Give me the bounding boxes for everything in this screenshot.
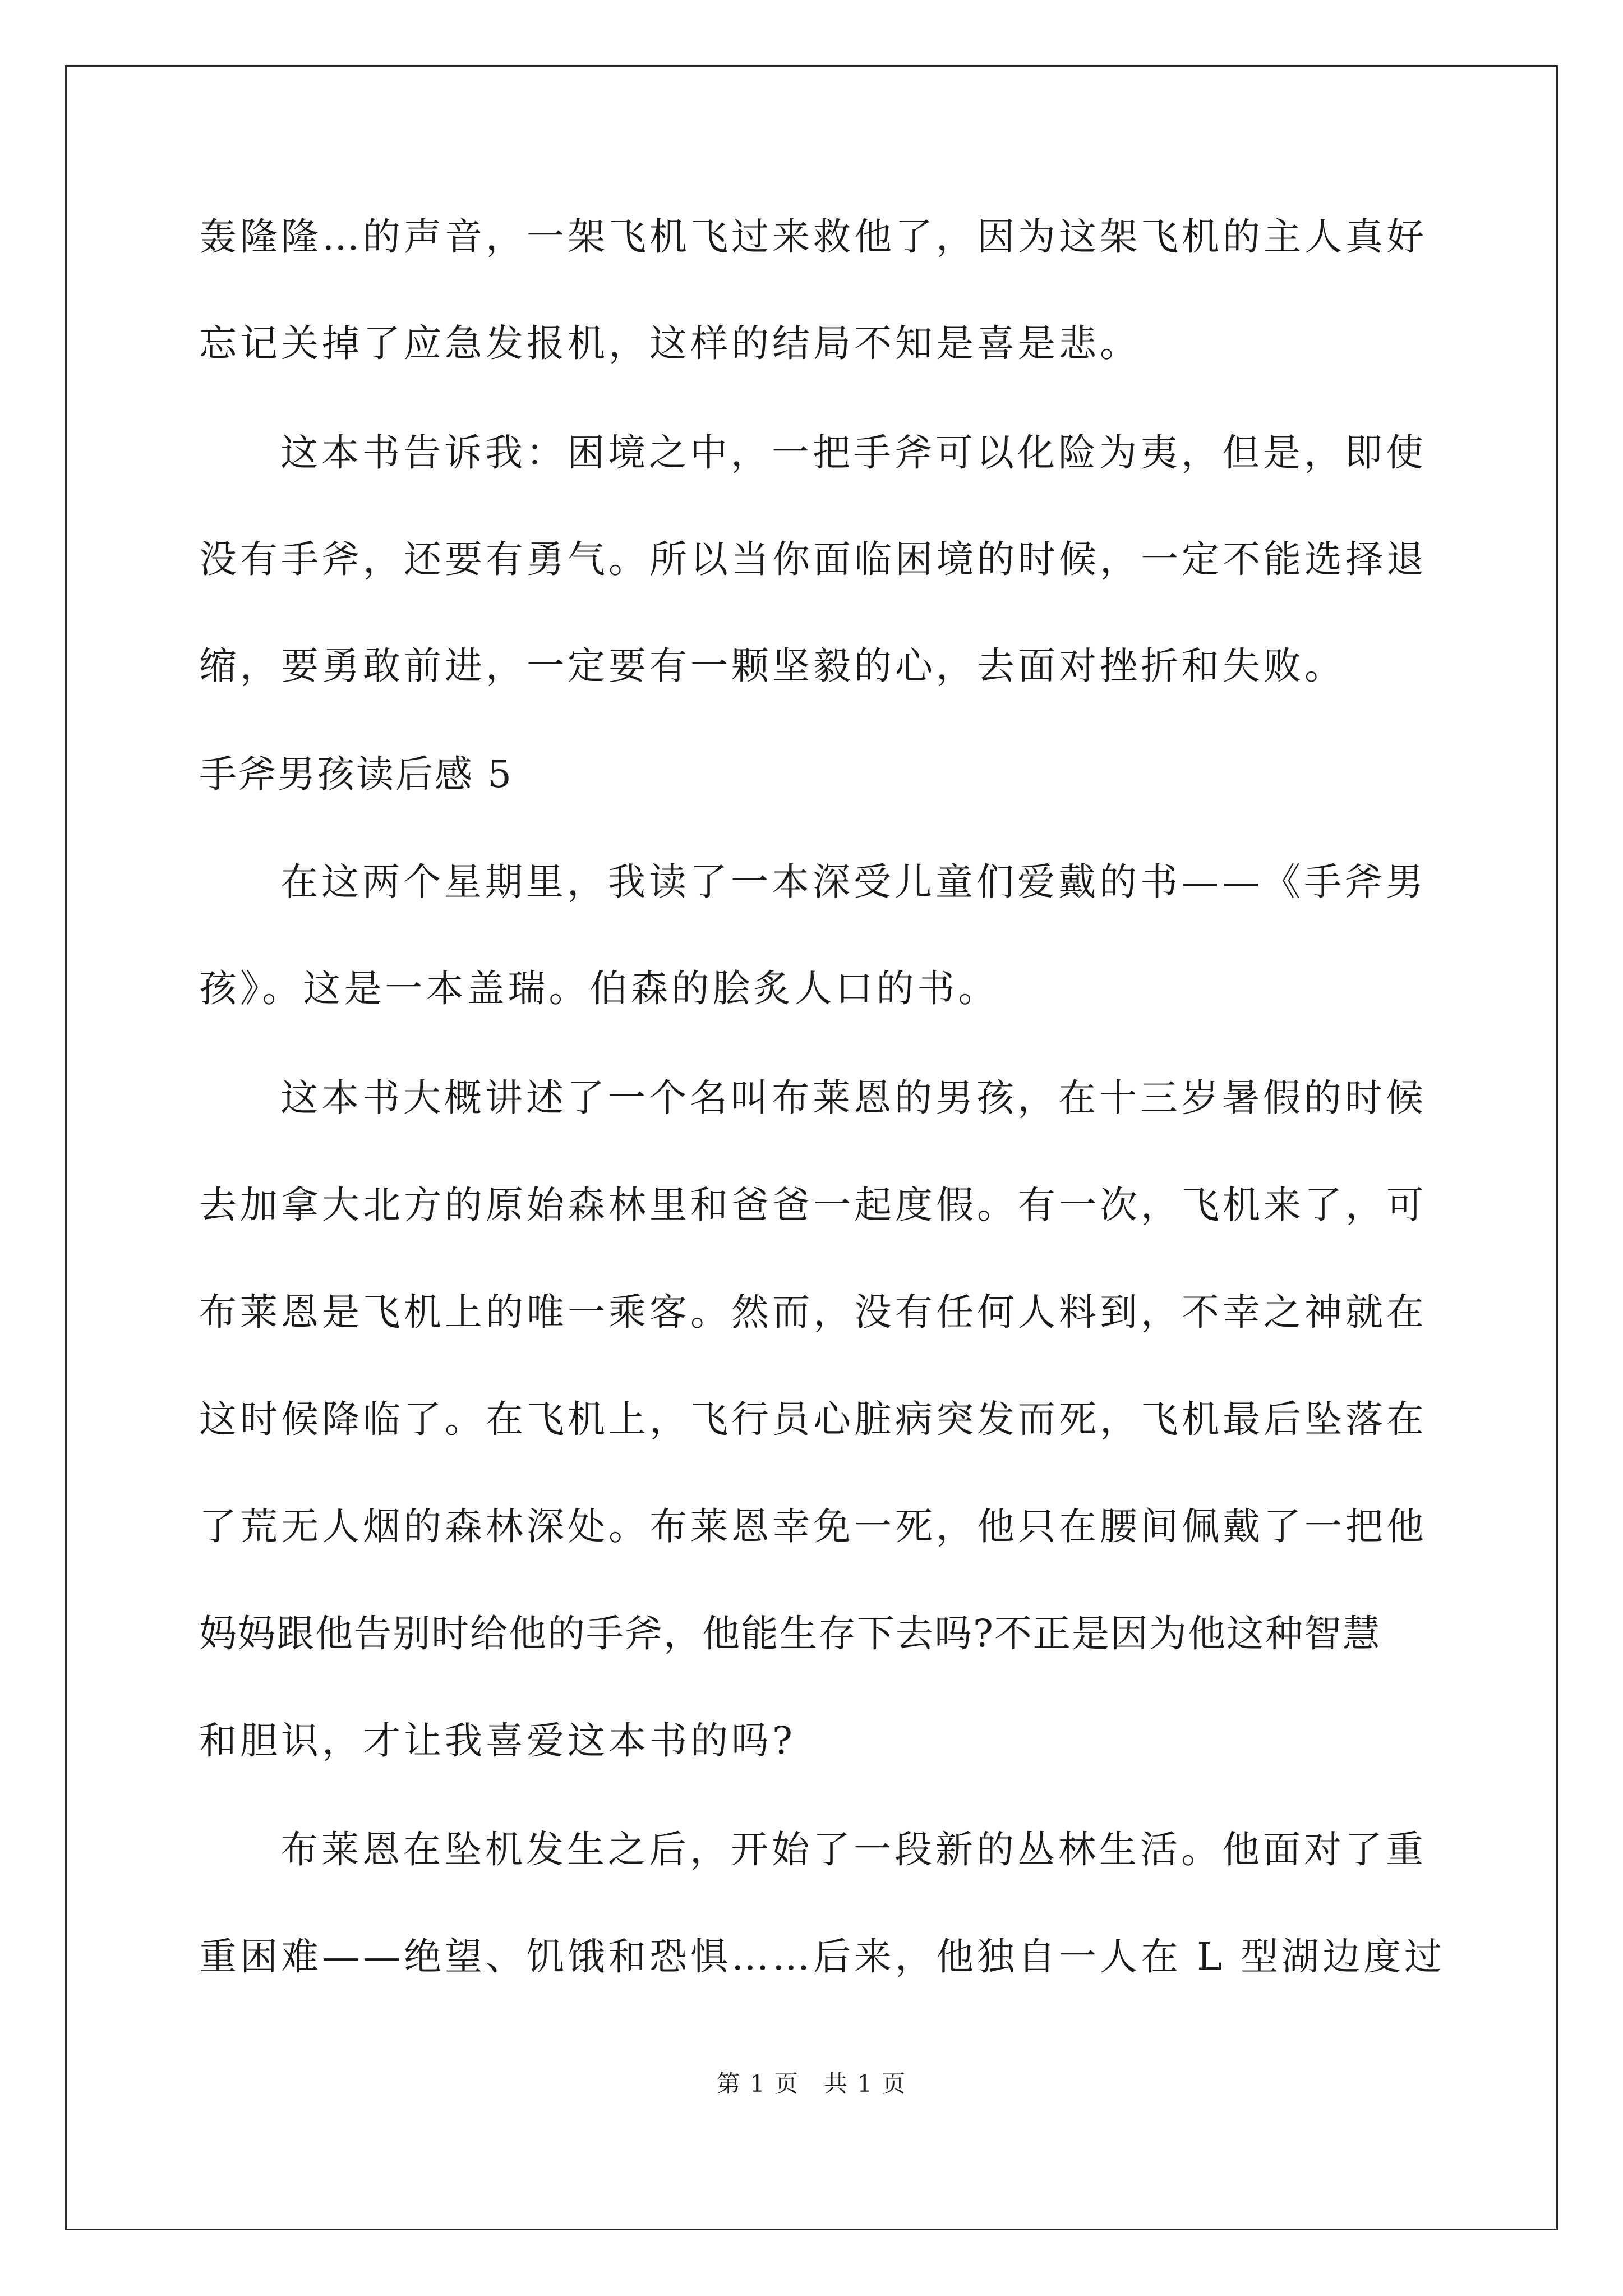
text-line: 忘记关掉了应急发报机，这样的结局不知是喜是悲。 [199,321,1141,365]
text-line: 这时候降临了。在飞机上，飞行员心脏病突发而死，飞机最后坠落在 [199,1397,1427,1441]
section-heading: 手斧男孩读后感 5 [199,752,513,796]
text-line: 了荒无人烟的森林深处。布莱恩幸免一死，他只在腰间佩戴了一把他 [199,1504,1427,1548]
text-line: 去加拿大北方的原始森林里和爸爸一起度假。有一次，飞机来了，可 [199,1183,1427,1227]
text-line: 缩，要勇敢前进，一定要有一颗坚毅的心，去面对挫折和失败。 [199,644,1345,688]
text-line: 孩》。这是一本盖瑞。伯森的脍炙人口的书。 [199,967,999,1010]
text-line: 妈妈跟他告别时给他的手斧，他能生存下去吗?不正是因为他这种智慧 [199,1612,1381,1655]
text-line: 和胆识，才让我喜爱这本书的吗? [199,1719,796,1763]
text-line: 重困难——绝望、饥饿和恐惧……后来，他独自一人在 L 型湖边度过 [199,1935,1446,1978]
text-line: 轰隆隆…的声音，一架飞机飞过来救他了，因为这架飞机的主人真好 [199,215,1427,259]
text-line: 没有手斧，还要有勇气。所以当你面临困境的时候，一定不能选择退 [199,537,1427,581]
page-border [65,65,1558,2230]
text-line: 这本书大概讲述了一个名叫布莱恩的男孩，在十三岁暑假的时候 [280,1076,1427,1120]
text-line: 这本书告诉我：困境之中，一把手斧可以化险为夷，但是，即使 [280,431,1427,475]
page-number-footer: 第 1 页 共 1 页 [716,2070,907,2097]
text-line: 在这两个星期里，我读了一本深受儿童们爱戴的书——《手斧男 [280,860,1427,904]
text-line: 布莱恩是飞机上的唯一乘客。然而，没有任何人料到，不幸之神就在 [199,1290,1427,1334]
text-line: 布莱恩在坠机发生之后，开始了一段新的丛林生活。他面对了重 [280,1828,1427,1871]
